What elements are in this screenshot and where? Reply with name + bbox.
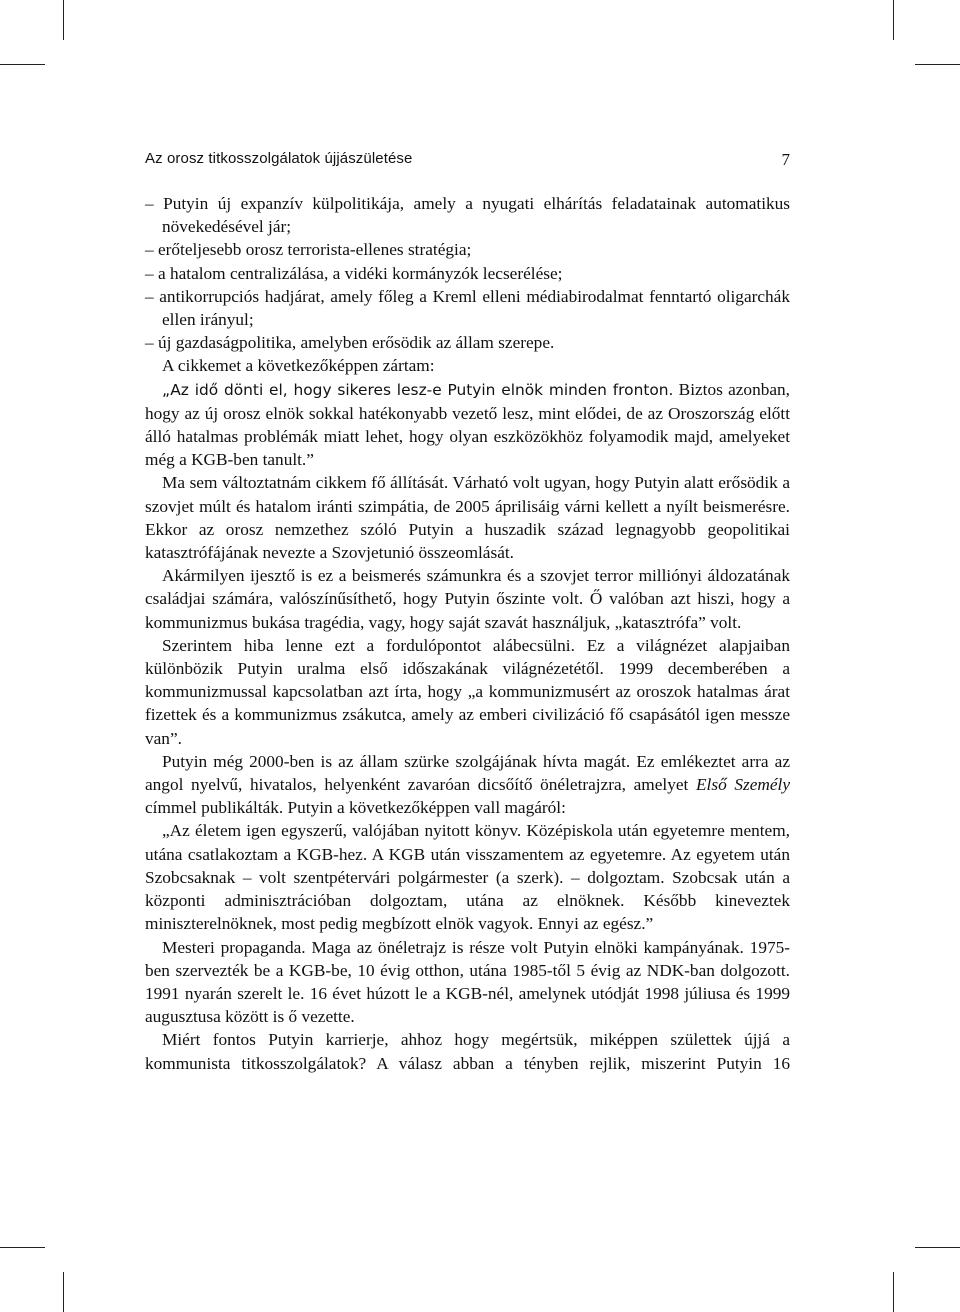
list-item: – antikorrupciós hadjárat, amely főleg a Kreml elleni médiabirodalmat fenntartó oligarchák ellen irányul; xyxy=(145,286,790,330)
quote-paragraph xyxy=(145,819,790,935)
running-title: Az orosz titkosszolgálatok újjászületése xyxy=(145,150,413,167)
paragraph xyxy=(145,634,790,750)
paragraph-text: címmel publikálták. Putyin a következőképpen vall magáról: xyxy=(145,798,566,818)
page-header xyxy=(145,150,790,174)
list-item: – Putyin új expanzív külpolitikája, amely a nyugati elhárítás feladatainak automatikus növekedésével jár; xyxy=(145,194,790,237)
crop-mark-top-left xyxy=(63,0,64,40)
crop-mark-left-lower xyxy=(0,1247,45,1248)
paragraph-text: Szerintem hiba lenne ezt a fordulópontot alábecsülni. Ez a világnézet alapjaiban különbözik Putyin uralma első időszakának világnézetétől. 1999 decemberében a kommunizmussal kapcsolatban azt írta, hogy „a kommunizmusért az oroszok hatalmas árat fizettek és a kommunizmus zsákutca, amely az emberi civilizáció fő csapásától igen messze van”. xyxy=(145,635,790,748)
quote-paragraph xyxy=(145,378,790,472)
book-title: Első Személy xyxy=(695,775,790,795)
paragraph-text: A cikkemet a következőképpen zártam: xyxy=(162,356,435,376)
paragraph-text: Miért fontos Putyin karrierje, ahhoz hogy megértsük, miképpen születtek újjá a kommunista titkosszolgálatok? A válasz abban a tényben rejlik, miszerint Putyin 16 xyxy=(145,1030,790,1073)
paragraph xyxy=(145,750,790,820)
paragraph xyxy=(145,471,790,564)
quote-continuation: Biztos azonban, hogy az új orosz elnök sokkal hatékonyabb vezető lesz, mint elődei, de az Oroszország előtt álló hatalmas problémák miatt lehet, hogy olyan eszközökhöz folyamodik majd, amelyeket még a KGB-ben tanult.” xyxy=(145,379,790,470)
paragraph-text: Ma sem változtatnám cikkem fő állítását. Várható volt ugyan, hogy Putyin alatt erősödik a szovjet múlt és hatalom iránti szimpátia, de 2005 áprilisáig várni kellett a nyílt beismerésre. Ekkor az orosz nemzethez szóló Putyin a huszadik század legnagyobb geopolitikai katasztrófájának nevezte a Szovjetunió összeomlását. xyxy=(145,473,790,563)
crop-mark-right-upper xyxy=(915,64,960,65)
list-item: – erőteljesebb orosz terrorista-ellenes stratégia; xyxy=(145,240,472,260)
body-text xyxy=(145,192,790,1075)
paragraph xyxy=(145,936,790,1029)
paragraph xyxy=(145,564,790,634)
paragraph-text: Putyin még 2000-ben is az állam szürke szolgájának hívta magát. Ez emlékeztet arra az angol nyelvű, hivatalos, helyenként zavaróan dicsőítő önéletrajzra, amelyet xyxy=(145,751,790,795)
crop-mark-top-right xyxy=(893,0,894,40)
paragraph-text: Mesteri propaganda. Maga az önéletrajz is része volt Putyin elnöki kampányának. 1975-ben szervezték be a KGB-be, 10 évig otthon, utána 1985-től 5 évig az NDK-ban dolgozott. 1991 nyarán szerelt le. 16 évet húzott le a KGB-nél, amelynek utódját 1998 júliusa és 1999 augusztusa között is ő vezette. xyxy=(145,937,790,1027)
quote-opening: „Az idő dönti el, hogy sikeres lesz-e Putyin elnök minden fronton. xyxy=(162,380,674,399)
crop-mark-right-lower xyxy=(915,1247,960,1248)
crop-mark-left-upper xyxy=(0,64,45,65)
page-number: 7 xyxy=(781,150,790,169)
crop-mark-bottom-right xyxy=(893,1272,894,1312)
paragraph-text: „Az életem igen egyszerű, valójában nyitott könyv. Középiskola után egyetemre mentem, utána csatlakoztam a KGB-hez. A KGB után visszamentem az egyetemre. Az egyetem után Szobcsaknak – volt szentpétervári polgármester (a szerk). – dolgoztam. Szobcsak után a központi adminisztrációban dolgoztam, utána az elnöknek. Később kineveztek miniszterelnöknek, most pedig megbízott elnök vagyok. Ennyi az egész.” xyxy=(145,821,790,934)
crop-mark-bottom-left xyxy=(63,1272,64,1312)
paragraph-text: Akármilyen ijesztő is ez a beismerés számunkra és a szovjet terror milliónyi áldozatának családjai számára, valószínűsíthető, hogy Putyin őszinte volt. Ő valóban azt hiszi, hogy a kommunizmus bukása tragédia, vagy, hogy saját szavát használjuk, „katasztrófa” volt. xyxy=(145,566,790,632)
paragraph xyxy=(145,354,790,377)
paragraph xyxy=(145,1028,790,1074)
list-item: – új gazdaságpolitika, amelyben erősödik az állam szerepe. xyxy=(145,333,555,353)
list-item: – a hatalom centralizálása, a vidéki kormányzók lecserélése; xyxy=(145,263,563,283)
